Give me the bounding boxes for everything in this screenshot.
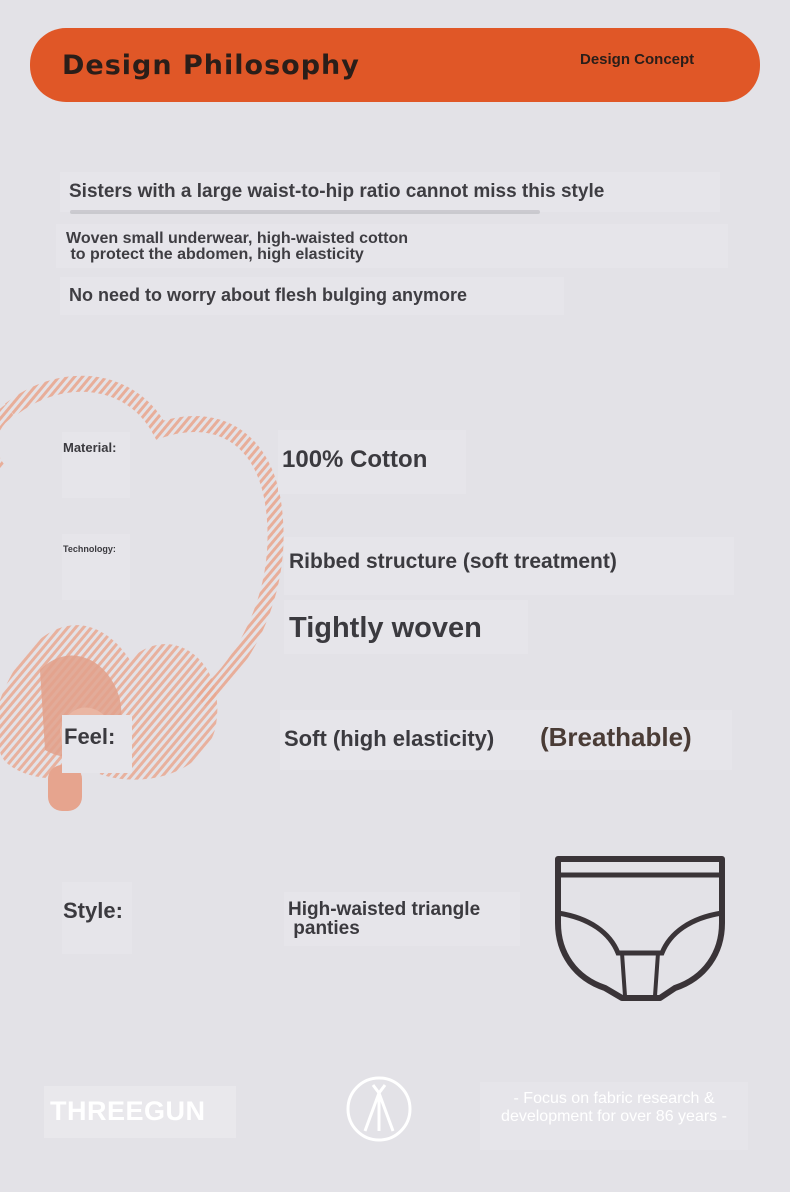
intro-text-3: No need to worry about flesh bulging anymore: [69, 285, 468, 305]
material-value: 100% Cotton: [282, 446, 428, 473]
intro-line-2: [56, 224, 728, 268]
footer-tagline: - Focus on fabric research & development for over 86 years -: [501, 1090, 727, 1125]
technology-label: Technology:: [63, 544, 116, 554]
intro-text-2: Woven small underwear, high-waisted cotton to protect the abdomen, high elasticity: [66, 230, 408, 263]
feel-label: Feel:: [64, 724, 116, 749]
brand-logo-text: THREEGUN: [50, 1096, 206, 1126]
page-subtitle: Design Concept: [580, 51, 695, 68]
intro-line-1: [60, 172, 720, 212]
page-title: Design Philosophy: [62, 50, 360, 81]
flower-decor-icon: [0, 370, 300, 820]
intro-line-3: [60, 277, 564, 315]
style-value: High-waisted triangle panties: [288, 899, 481, 939]
tent-logo-icon: [345, 1075, 413, 1143]
technology-value-1: Ribbed structure (soft treatment): [289, 550, 617, 573]
intro-text-1: Sisters with a large waist-to-hip ratio cannot miss this style: [69, 181, 605, 202]
feel-value-1: Soft (high elasticity): [284, 726, 495, 751]
feel-value-2: (Breathable): [540, 722, 692, 752]
blur-divider: [70, 210, 540, 214]
technology-value-2: Tightly woven: [289, 612, 482, 644]
material-label: Material:: [63, 440, 117, 455]
panties-icon: [550, 853, 730, 1003]
style-label: Style:: [63, 898, 123, 923]
